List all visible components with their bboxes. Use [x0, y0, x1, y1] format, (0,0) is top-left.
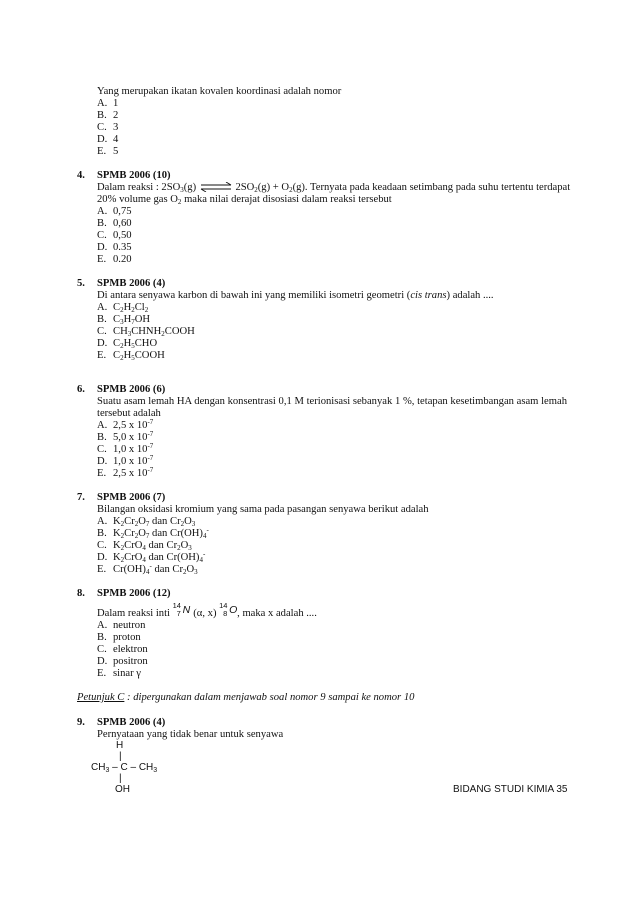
q8-number: 8.: [77, 588, 85, 599]
q4-option-e: E. 0.20: [97, 254, 132, 265]
q7-header: SPMB 2006 (7): [97, 492, 166, 503]
q7-option-d: D. $K_2CrO_4$ dan $Cr(OH)_4^-$: [97, 550, 206, 564]
intro-option-d: D. 4: [97, 134, 119, 145]
q6-option-a: A. 2,5 x $10^{-7}$: [97, 418, 154, 431]
q9-header: SPMB 2006 (4): [97, 717, 166, 728]
q8-header: SPMB 2006 (12): [97, 588, 171, 599]
q4-number: 4.: [77, 170, 85, 181]
q5-option-a: A. $C_2H_2Cl_2$: [97, 302, 149, 314]
structure-bond-top: |: [119, 751, 122, 762]
page-footer: BIDANG STUDI KIMIA 35: [453, 784, 568, 795]
q6-option-d: D. 1,0 x $10^{-7}$: [97, 454, 154, 467]
q5-option-e: E. $C_2H_5COOH$: [97, 350, 165, 362]
q5-option-d: D. $C_2H_5CHO$: [97, 338, 158, 350]
q7-number: 7.: [77, 492, 85, 503]
q6-header: SPMB 2006 (6): [97, 384, 166, 395]
q4-option-b: B. 0,60: [97, 218, 132, 229]
q8-option-a: A. neutron: [97, 620, 146, 631]
q6-number: 6.: [77, 384, 85, 395]
q8-option-d: D. positron: [97, 656, 148, 667]
q6-option-e: E. 2,5 x $10^{-7}$: [97, 466, 154, 479]
intro-option-c: C. 3: [97, 122, 119, 133]
q8-option-c: C. elektron: [97, 644, 148, 655]
q4-header: SPMB 2006 (10): [97, 170, 171, 181]
structure-main-chain: $CH_3$ – C – $CH_3$: [91, 762, 158, 774]
intro-option-b: B. 2: [97, 110, 119, 121]
q4-option-c: C. 0,50: [97, 230, 132, 241]
q9-number: 9.: [77, 717, 85, 728]
q7-option-e: E. $Cr(OH)_4^-$ dan $Cr_2O_3$: [97, 562, 198, 576]
q5-option-b: B. $C_3H_7OH$: [97, 314, 151, 326]
q5-option-c: C. $CH_3CHNH_2COOH$: [97, 326, 195, 338]
nuclide-nitrogen: 14 7 N: [172, 601, 191, 618]
nuclide-oxygen: 14 8 O: [219, 601, 238, 618]
q8-option-e: E. sinar γ: [97, 668, 141, 679]
q5-number: 5.: [77, 278, 85, 289]
q8-text: Dalam reaksi inti 14 7 N (α, x) 14 8 O , maka x adalah ....: [97, 601, 317, 619]
q7-option-b: B. $K_2Cr_2O_7$ dan $Cr(OH)_4^-$: [97, 526, 209, 540]
intro-option-e: E. 5: [97, 146, 119, 157]
q5-text: Di antara senyawa karbon di bawah ini yang memiliki isometri geometri (cis trans) adalah ....: [97, 290, 494, 301]
q6-text: Suatu asam lemah HA dengan konsentrasi 0,1 M terionisasi sebanyak 1 %, tetapan kesetimbangan asam lemah tersebut adalah: [97, 396, 567, 419]
q6-option-b: B. 5,0 x $10^{-7}$: [97, 430, 154, 443]
q9-text: Pernyataan yang tidak benar untuk senyawa: [97, 729, 284, 740]
q4-option-a: A. 0,75: [97, 206, 132, 217]
q4-text-line2: 20% volume gas $O_2$ maka nilai derajat disosiasi dalam reaksi tersebut: [97, 194, 392, 206]
petunjuk-c-instruction: Petunjuk C : dipergunakan dalam menjawab soal nomor 9 sampai ke nomor 10: [77, 692, 415, 703]
q4-option-d: D. 0.35: [97, 242, 132, 253]
q4-text-line1: Dalam reaksi : $2SO_3(g) 2SO_2(g) + O_2(g)$. Ternyata pada keadaan setimbang pada suhu tertentu terdapat: [97, 182, 571, 194]
q5-header: SPMB 2006 (4): [97, 278, 166, 289]
intro-option-a: A. 1: [97, 98, 119, 109]
equilibrium-arrow-icon: [199, 182, 233, 192]
q6-option-c: C. 1,0 x $10^{-7}$: [97, 442, 154, 455]
q8-option-b: B. proton: [97, 632, 141, 643]
structure-oh: OH: [115, 784, 130, 795]
structure-h: H: [116, 740, 124, 751]
intro-question: Yang merupakan ikatan kovalen koordinasi adalah nomor: [97, 86, 342, 97]
structure-bond-bottom: |: [119, 773, 122, 784]
q7-text: Bilangan oksidasi kromium yang sama pada pasangan senyawa berikut adalah: [97, 504, 429, 515]
q7-option-c: C. $K_2CrO_4$ dan $Cr_2O_3$: [97, 540, 192, 552]
q7-option-a: A. $K_2Cr_2O_7$ dan $Cr_2O_3$: [97, 516, 196, 528]
